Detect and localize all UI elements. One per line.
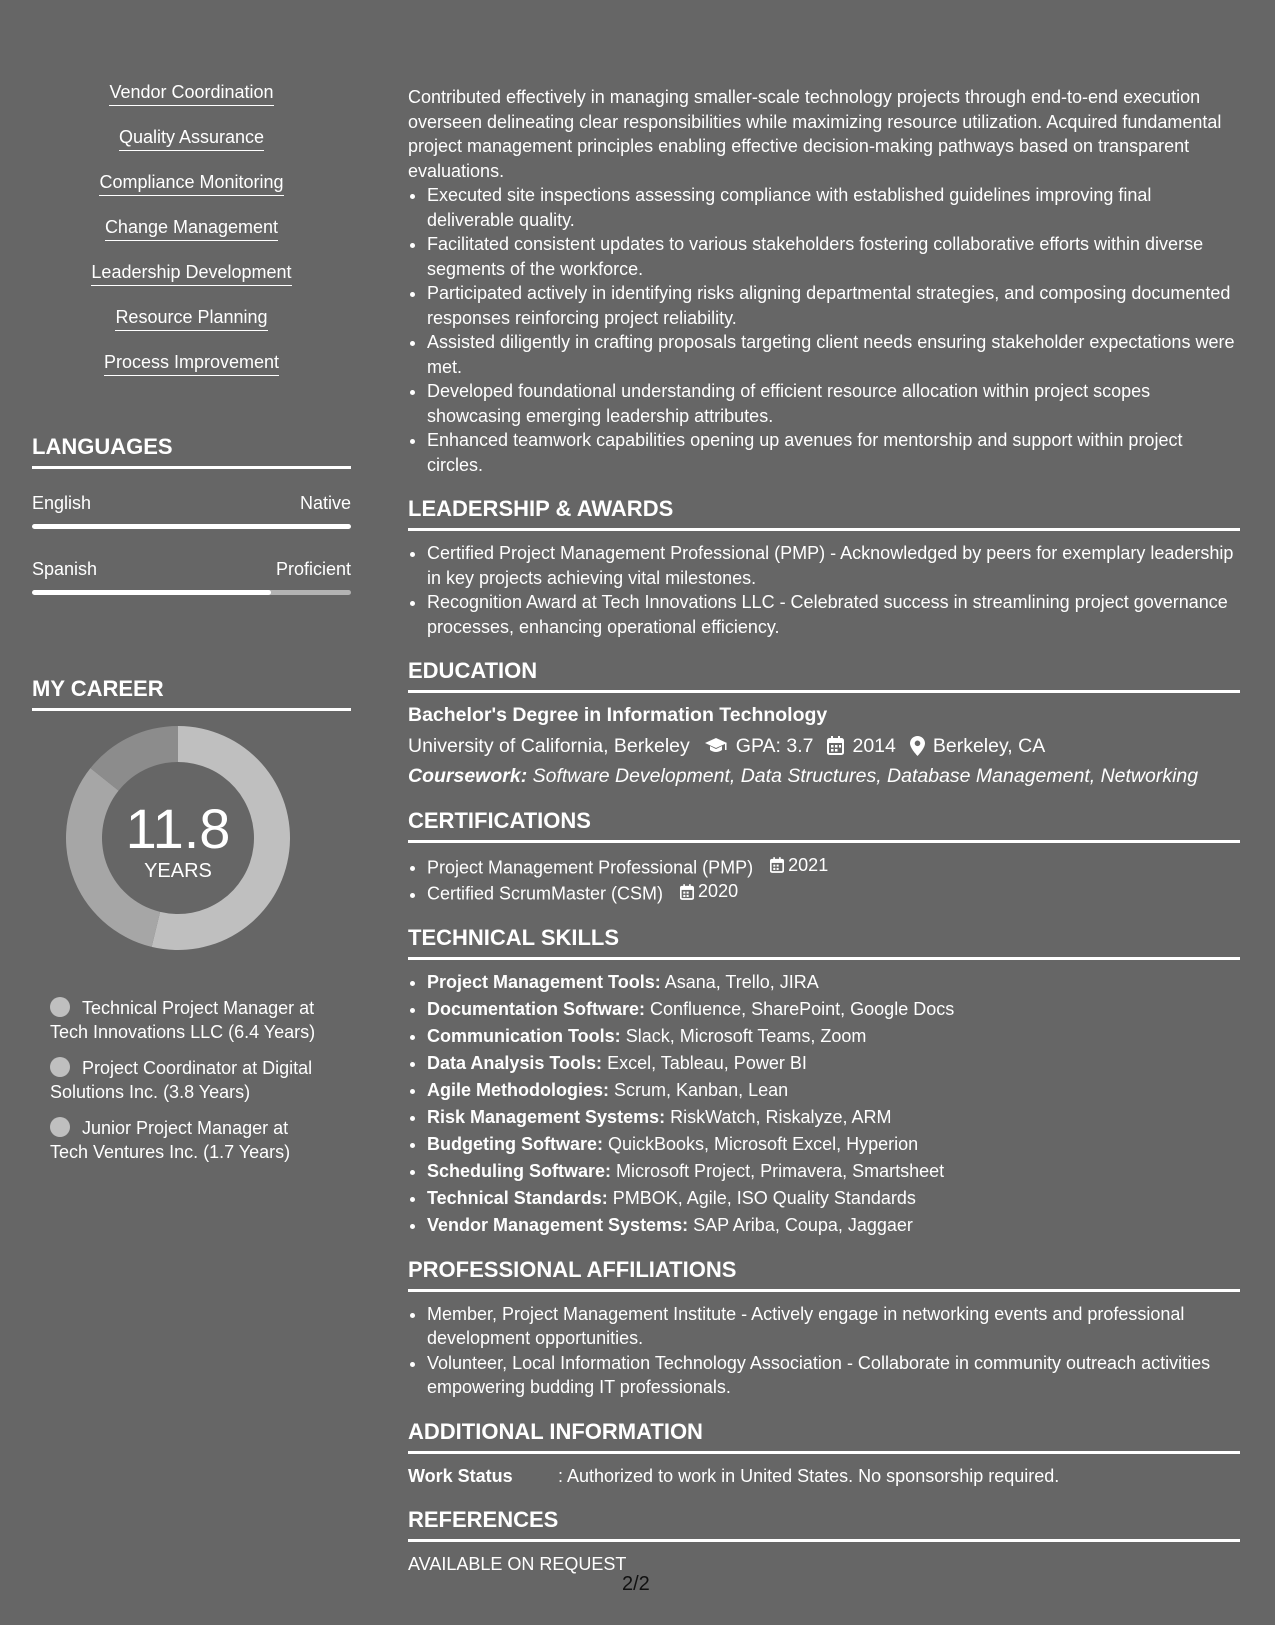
- work-status-value: : Authorized to work in United States. No sponsorship required.: [558, 1465, 1060, 1486]
- career-item: [50, 996, 330, 1044]
- language-bar-fill: [32, 590, 271, 595]
- language-level: Native: [299, 493, 351, 513]
- tech-skill-value: SAP Ariba, Coupa, Jaggaer: [693, 1215, 913, 1235]
- experience-bullet: • Enhanced teamwork capabilities opening up avenues for mentorship and support within project circles.: [427, 428, 1240, 477]
- certification-name: Project Management Professional (PMP): [427, 856, 754, 877]
- awards-heading: LEADERSHIP & AWARDS: [408, 495, 1240, 531]
- career-list: [50, 996, 330, 1176]
- tech-skill-label: Risk Management Systems:: [427, 1107, 666, 1127]
- languages-section: [32, 434, 351, 595]
- tech-skill-label: Budgeting Software:: [427, 1134, 603, 1154]
- skill-item: [32, 350, 351, 395]
- career-section: [32, 676, 351, 1162]
- language-bar-fill: [32, 524, 351, 529]
- tech-skill-label: Scheduling Software:: [427, 1161, 612, 1181]
- affiliations-list: [408, 1302, 1240, 1400]
- tech-skill-label: Project Management Tools:: [427, 972, 661, 992]
- award-item: • Certified Project Management Professional (PMP) - Acknowledged by peers for exemplary leadership in key projects achieving vital milestones.: [427, 541, 1240, 590]
- education-location: Berkeley, CA: [932, 734, 1046, 757]
- tech-skill-value: Asana, Trello, JIRA: [664, 972, 819, 992]
- experience-bullet: • Participated actively in identifying risks aligning departmental strategies, and composing documented responses reinforcing project reliability.: [427, 281, 1240, 330]
- tech-skill-item: [427, 970, 1240, 995]
- certifications-heading: CERTIFICATIONS: [408, 807, 1240, 843]
- experience-summary: Contributed effectively in managing smaller-scale technology projects through end-to-end execution overseen delineating clear responsibilities while maximizing resource utilization. Acquired fundamental project management principles enabling effective decision-making pathways based on transparent evaluations.: [408, 87, 1222, 181]
- skill-label: Quality Assurance: [119, 125, 264, 151]
- experience-bullet: • Developed foundational understanding of efficient resource allocation within project scopes showcasing emerging leadership attributes.: [427, 379, 1240, 428]
- tech-skill-label: Agile Methodologies:: [427, 1080, 609, 1100]
- skill-label: Compliance Monitoring: [99, 170, 283, 196]
- skill-label: Change Management: [105, 215, 278, 241]
- left-column: [32, 80, 351, 1162]
- technical-skills-list: [408, 970, 1240, 1238]
- calendar-icon: [680, 884, 694, 900]
- education-school: University of California, Berkeley: [408, 734, 690, 757]
- career-item: [50, 1116, 330, 1164]
- certification-year: 2020: [698, 881, 739, 902]
- tech-skill-value: PMBOK, Agile, ISO Quality Standards: [612, 1188, 916, 1208]
- career-item-text: Junior Project Manager at Tech Ventures Inc. (1.7 Years): [50, 1118, 291, 1162]
- tech-skill-item: [427, 1051, 1240, 1076]
- experience-bullet: • Assisted diligently in crafting proposals targeting client needs ensuring stakeholder expectations were met.: [427, 330, 1240, 379]
- tech-skill-item: [427, 1213, 1240, 1238]
- skill-item: [32, 125, 351, 170]
- tech-skill-item: [427, 997, 1240, 1022]
- career-dot-icon: [50, 1057, 70, 1077]
- tech-skill-value: RiskWatch, Riskalyze, ARM: [670, 1107, 892, 1127]
- education-gpa: GPA: 3.7: [735, 734, 814, 757]
- references-text: AVAILABLE ON REQUEST: [408, 1554, 627, 1574]
- references-heading: REFERENCES: [408, 1506, 1240, 1542]
- tech-skill-value: QuickBooks, Microsoft Excel, Hyperion: [608, 1134, 919, 1154]
- language-spanish: [32, 559, 351, 595]
- career-dot-icon: [50, 1117, 70, 1137]
- additional-info-heading: ADDITIONAL INFORMATION: [408, 1418, 1240, 1454]
- language-name: English: [32, 493, 92, 513]
- certification-date: [680, 879, 738, 904]
- total-years-value: 11.8: [125, 797, 231, 860]
- skill-item: [32, 170, 351, 215]
- experience-bullets: [408, 183, 1240, 477]
- skill-label: Resource Planning: [115, 305, 267, 331]
- education-details: [408, 734, 1240, 759]
- tech-skill-item: [427, 1186, 1240, 1211]
- skills-list: [32, 80, 351, 395]
- career-item-text: Project Coordinator at Digital Solutions Inc. (3.8 Years): [50, 1058, 313, 1102]
- tech-skill-value: Microsoft Project, Primavera, Smartsheet: [616, 1161, 945, 1181]
- coursework-label: Coursework:: [408, 765, 528, 787]
- award-item: • Recognition Award at Tech Innovations LLC - Celebrated success in streamlining project governance processes, enhancing operational efficiency.: [427, 590, 1240, 639]
- page-number: 2/2: [622, 1573, 650, 1595]
- skill-label: Process Improvement: [104, 350, 279, 376]
- skill-label: Vendor Coordination: [109, 80, 273, 106]
- tech-skill-value: Excel, Tableau, Power BI: [607, 1053, 807, 1073]
- tech-skill-label: Data Analysis Tools:: [427, 1053, 603, 1073]
- education-year: 2014: [852, 734, 896, 757]
- language-bar: [32, 590, 351, 595]
- language-name: Spanish: [32, 559, 98, 579]
- tech-skill-label: Communication Tools:: [427, 1026, 621, 1046]
- career-item-text: Technical Project Manager at Tech Innovations LLC (6.4 Years): [50, 998, 316, 1042]
- language-row: [32, 559, 351, 580]
- language-english: [32, 493, 351, 529]
- skill-label: Leadership Development: [91, 260, 291, 286]
- coursework-value: Software Development, Data Structures, Database Management, Networking: [532, 765, 1199, 787]
- calendar-icon: [770, 857, 784, 873]
- language-row: [32, 493, 351, 514]
- awards-list: [408, 541, 1240, 639]
- education-coursework: [408, 764, 1240, 789]
- skill-item: [32, 305, 351, 350]
- certification-name: Certified ScrumMaster (CSM): [427, 883, 664, 904]
- career-donut-chart: [66, 726, 290, 950]
- career-dot-icon: [50, 997, 70, 1017]
- location-pin-icon: [910, 736, 925, 756]
- tech-skill-value: Confluence, SharePoint, Google Docs: [650, 999, 955, 1019]
- languages-heading: LANGUAGES: [32, 434, 351, 469]
- tech-skill-item: [427, 1132, 1240, 1157]
- education-degree: Bachelor's Degree in Information Technology: [408, 704, 828, 726]
- tech-skill-label: Vendor Management Systems:: [427, 1215, 689, 1235]
- tech-skill-value: Scrum, Kanban, Lean: [614, 1080, 789, 1100]
- tech-skill-item: [427, 1105, 1240, 1130]
- skill-item: [32, 80, 351, 125]
- affiliation-item: • Volunteer, Local Information Technology Association - Collaborate in community outreach activities empowering budding IT professionals.: [427, 1351, 1240, 1400]
- tech-skill-value: Slack, Microsoft Teams, Zoom: [625, 1026, 867, 1046]
- skill-item: [32, 215, 351, 260]
- total-years-label: YEARS: [144, 860, 212, 882]
- tech-skill-item: [427, 1024, 1240, 1049]
- certification-item: [427, 853, 1240, 880]
- career-heading: MY CAREER: [32, 676, 351, 711]
- page-bottom-margin: [0, 1625, 1275, 1650]
- right-column: [408, 85, 1240, 1577]
- experience-bullet: • Facilitated consistent updates to various stakeholders fostering collaborative efforts within diverse segments of the workforce.: [427, 232, 1240, 281]
- graduation-cap-icon: [704, 737, 728, 755]
- work-status-label: Work Status: [408, 1465, 513, 1486]
- tech-skill-label: Technical Standards:: [427, 1188, 608, 1208]
- experience-bullet: • Executed site inspections assessing compliance with established guidelines improving final deliverable quality.: [427, 183, 1240, 232]
- work-status-row: [408, 1464, 1240, 1489]
- certification-date: [770, 853, 828, 878]
- language-level: Proficient: [275, 559, 351, 579]
- career-item: [50, 1056, 330, 1104]
- certification-year: 2021: [788, 854, 829, 875]
- affiliations-heading: PROFESSIONAL AFFILIATIONS: [408, 1256, 1240, 1292]
- education-heading: EDUCATION: [408, 657, 1240, 693]
- certifications-list: [408, 853, 1240, 907]
- tech-skill-label: Documentation Software:: [427, 999, 646, 1019]
- certification-item: [427, 879, 1240, 906]
- language-bar: [32, 524, 351, 529]
- affiliation-item: • Member, Project Management Institute - Actively engage in networking events and professional development opportunities.: [427, 1302, 1240, 1351]
- calendar-icon: [827, 736, 844, 755]
- technical-skills-heading: TECHNICAL SKILLS: [408, 924, 1240, 960]
- skill-item: [32, 260, 351, 305]
- tech-skill-item: [427, 1078, 1240, 1103]
- tech-skill-item: [427, 1159, 1240, 1184]
